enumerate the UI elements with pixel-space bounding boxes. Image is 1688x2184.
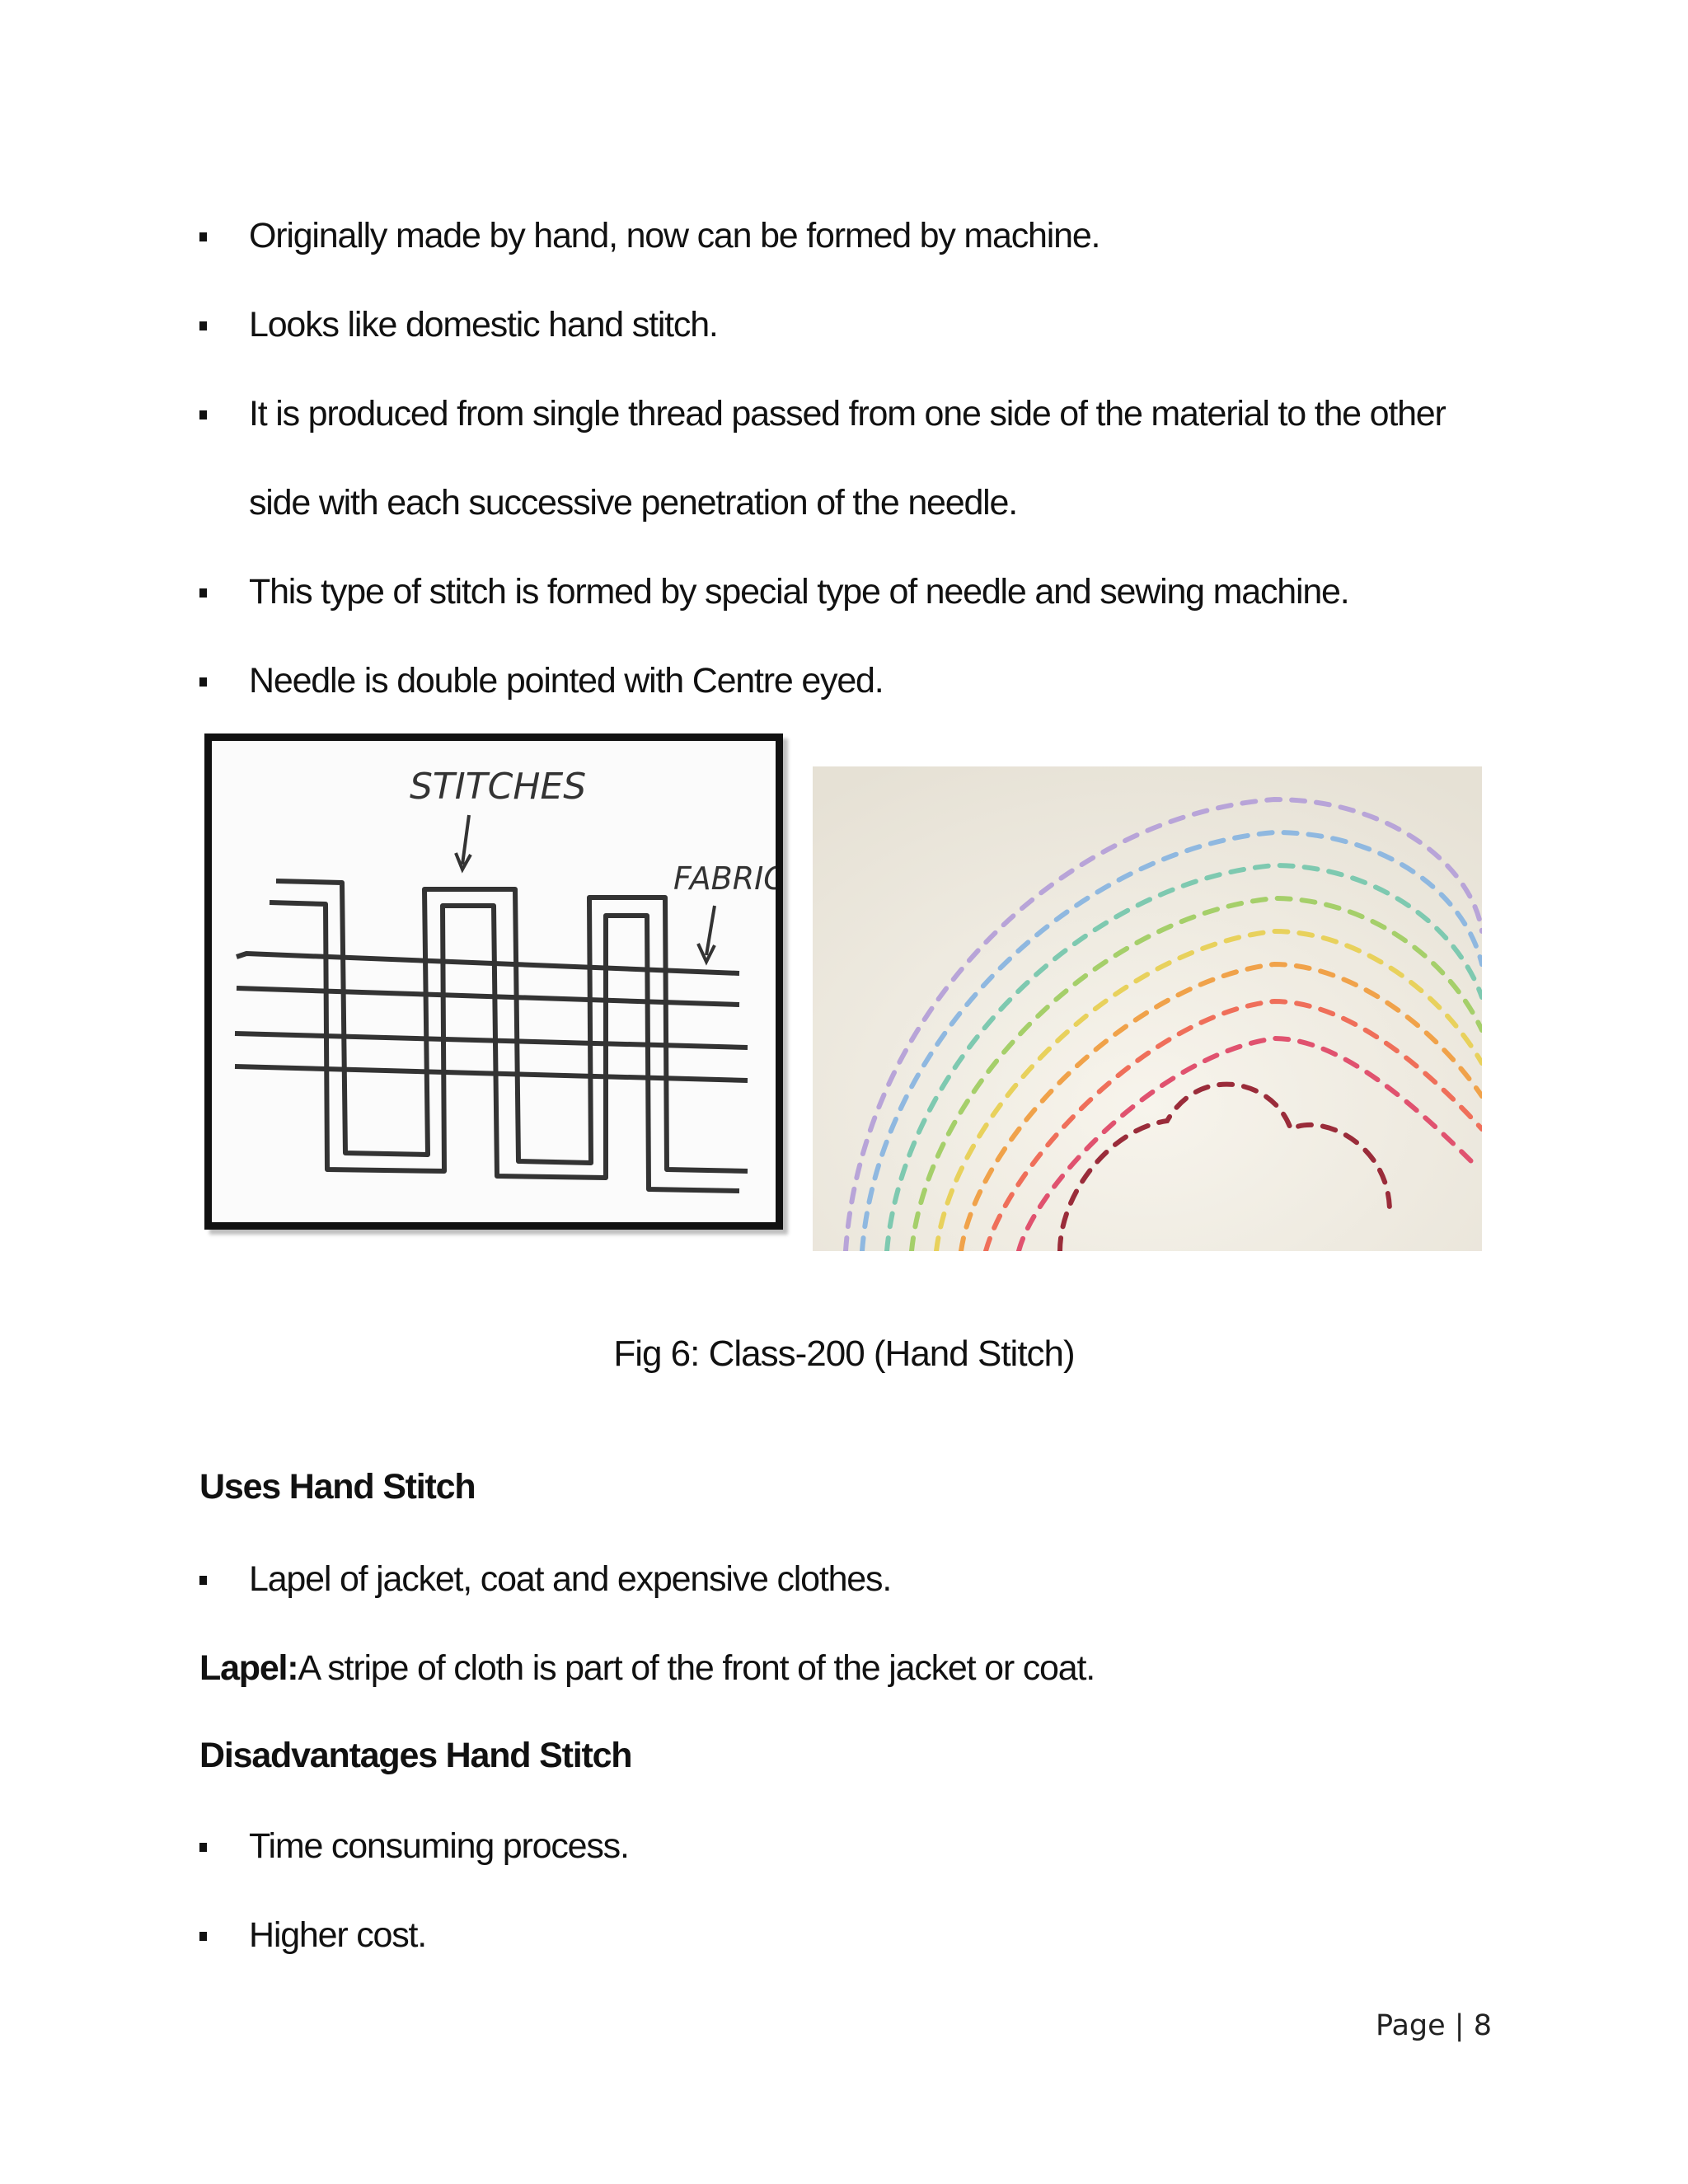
square-bullet-icon [199,1932,207,1941]
list-item: Needle is double pointed with Centre eyed. [199,636,1502,725]
square-bullet-icon [199,1843,207,1852]
stitch-diagram-drawing [212,741,776,1222]
lapel-definition-text: A stripe of cloth is part of the front of the jacket or coat. [298,1648,1095,1688]
list-item: Originally made by hand, now can be formed by machine. [199,191,1502,280]
list-item: It is produced from single thread passed from one side of the material to the other side with each successive penetration of the needle. [199,369,1502,547]
list-item: Higher cost. [199,1891,1502,1980]
quilt-photo [813,766,1482,1251]
uses-heading: Uses Hand Stitch [199,1467,476,1507]
lapel-definition [199,1648,1095,1689]
disadvantages-list [199,1802,1502,1980]
square-bullet-icon [199,410,207,419]
disadvantages-heading: Disadvantages Hand Stitch [199,1736,632,1775]
list-item: Time consuming process. [199,1802,1502,1891]
square-bullet-icon [199,321,207,330]
figure-caption: Fig 6: Class-200 (Hand Stitch) [613,1333,1075,1374]
bullet-list-top [199,191,1502,725]
square-bullet-icon [199,588,207,598]
uses-list [199,1535,1502,1624]
quilt-photo-drawing [813,766,1482,1251]
stitch-diagram [204,733,783,1230]
list-item: This type of stitch is formed by special type of needle and sewing machine. [199,547,1502,636]
lapel-term: Lapel: [199,1648,298,1688]
list-item: Looks like domestic hand stitch. [199,280,1502,369]
label-stitches: STITCHES [410,766,587,808]
square-bullet-icon [199,677,207,687]
label-fabric: FABRIC [673,860,776,897]
fabric-arrow-icon [698,906,715,962]
square-bullet-icon [199,1576,207,1585]
stitches-arrow-icon [456,815,471,869]
square-bullet-icon [199,232,207,241]
list-item: Lapel of jacket, coat and expensive clothes. [199,1535,1502,1624]
page-number: Page | 8 [1375,2009,1492,2042]
